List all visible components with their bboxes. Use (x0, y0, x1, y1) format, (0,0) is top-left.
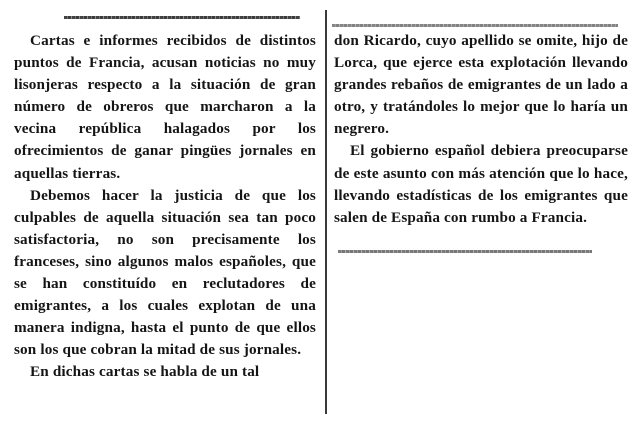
top-rule-right (332, 24, 618, 27)
paragraph-letters-mention: En dichas cartas se habla de un tal (30, 363, 260, 381)
paragraph-emigrant-reports: Cartas e informes recibidos de distintos puntos de Francia, acusan noticias no muy lisonjeras respecto a la situación de gran número de obreros que marcharon a la vecina república halagados por los ofrecimientos de ganar pingües jornales en aquellas tierras. (14, 32, 316, 182)
column-divider (325, 10, 327, 414)
bottom-rule-right (338, 250, 592, 253)
right-column (334, 30, 628, 229)
paragraph-government: El gobierno español debiera preocuparse de este asunto con más atención que lo hace, llevando estadísticas de los emigrantes que salen de España con rumbo a Francia. (334, 142, 628, 226)
top-rule-left (64, 16, 300, 19)
left-column (14, 30, 316, 383)
paragraph-culprits: Debemos hacer la justicia de que los culpables de aquella situación sea tan poco satisfactoria, no son precisamente los franceses, sino algunos malos españoles, que se han constituído en reclutadores de emigrantes, a los cuales explotan de una manera indigna, hasta el punto de que ellos son los que cobran la mitad de sus jornales. (14, 186, 316, 359)
paragraph-don-ricardo: don Ricardo, cuyo apellido se omite, hijo de Lorca, que ejerce esta explotación llevando grandes rebaños de emigrantes de un lado a otro, y tratándoles lo mejor que lo haría un negrero. (334, 32, 628, 138)
